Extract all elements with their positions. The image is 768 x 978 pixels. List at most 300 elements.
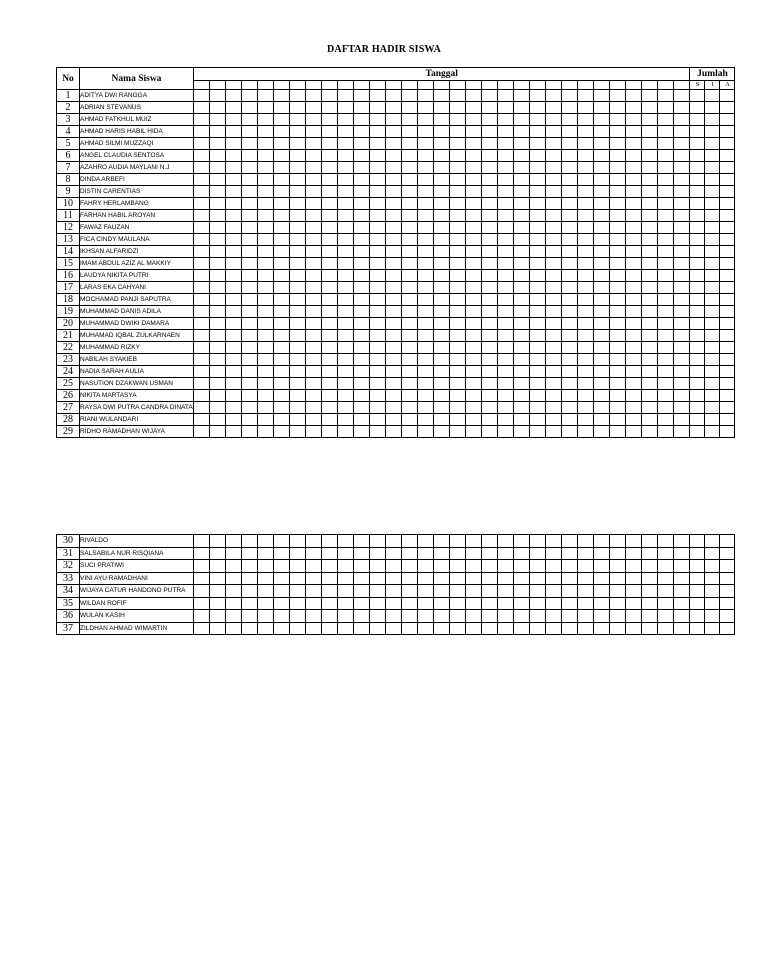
attendance-cell[interactable]: [482, 597, 498, 610]
attendance-cell[interactable]: [514, 258, 530, 270]
attendance-cell[interactable]: [242, 246, 258, 258]
attendance-cell[interactable]: [338, 150, 354, 162]
attendance-cell[interactable]: [546, 622, 562, 635]
attendance-cell[interactable]: [418, 366, 434, 378]
attendance-cell[interactable]: [322, 560, 338, 573]
attendance-cell[interactable]: [626, 560, 642, 573]
attendance-cell[interactable]: [578, 390, 594, 402]
attendance-cell[interactable]: [594, 585, 610, 598]
attendance-cell[interactable]: [226, 318, 242, 330]
attendance-cell[interactable]: [402, 162, 418, 174]
attendance-cell[interactable]: [546, 198, 562, 210]
attendance-cell[interactable]: [482, 282, 498, 294]
attendance-cell[interactable]: [194, 560, 210, 573]
attendance-cell[interactable]: [562, 114, 578, 126]
attendance-cell[interactable]: [386, 354, 402, 366]
attendance-cell[interactable]: [418, 597, 434, 610]
attendance-cell[interactable]: [322, 162, 338, 174]
attendance-cell[interactable]: [626, 414, 642, 426]
attendance-cell[interactable]: [642, 585, 658, 598]
attendance-cell[interactable]: [434, 294, 450, 306]
attendance-cell[interactable]: [434, 547, 450, 560]
attendance-cell[interactable]: [482, 210, 498, 222]
attendance-cell[interactable]: [466, 390, 482, 402]
total-cell[interactable]: [690, 90, 705, 102]
attendance-cell[interactable]: [434, 174, 450, 186]
attendance-cell[interactable]: [418, 547, 434, 560]
attendance-cell[interactable]: [562, 597, 578, 610]
attendance-cell[interactable]: [338, 342, 354, 354]
attendance-cell[interactable]: [258, 366, 274, 378]
attendance-cell[interactable]: [514, 610, 530, 623]
attendance-cell[interactable]: [674, 402, 690, 414]
attendance-cell[interactable]: [274, 174, 290, 186]
attendance-cell[interactable]: [370, 246, 386, 258]
attendance-cell[interactable]: [370, 535, 386, 548]
attendance-cell[interactable]: [658, 126, 674, 138]
attendance-cell[interactable]: [418, 186, 434, 198]
attendance-cell[interactable]: [498, 535, 514, 548]
attendance-cell[interactable]: [466, 282, 482, 294]
attendance-cell[interactable]: [386, 402, 402, 414]
attendance-cell[interactable]: [450, 126, 466, 138]
total-cell[interactable]: [720, 426, 735, 438]
attendance-cell[interactable]: [338, 390, 354, 402]
attendance-cell[interactable]: [418, 282, 434, 294]
attendance-cell[interactable]: [450, 258, 466, 270]
total-cell[interactable]: [720, 547, 735, 560]
attendance-cell[interactable]: [418, 390, 434, 402]
attendance-cell[interactable]: [434, 90, 450, 102]
attendance-cell[interactable]: [482, 342, 498, 354]
attendance-cell[interactable]: [354, 282, 370, 294]
attendance-cell[interactable]: [242, 402, 258, 414]
attendance-cell[interactable]: [546, 174, 562, 186]
attendance-cell[interactable]: [498, 150, 514, 162]
attendance-cell[interactable]: [530, 306, 546, 318]
attendance-cell[interactable]: [434, 535, 450, 548]
attendance-cell[interactable]: [498, 330, 514, 342]
total-cell[interactable]: [705, 246, 720, 258]
attendance-cell[interactable]: [514, 390, 530, 402]
attendance-cell[interactable]: [194, 246, 210, 258]
attendance-cell[interactable]: [194, 114, 210, 126]
attendance-cell[interactable]: [274, 246, 290, 258]
attendance-cell[interactable]: [658, 294, 674, 306]
attendance-cell[interactable]: [290, 585, 306, 598]
attendance-cell[interactable]: [658, 246, 674, 258]
attendance-cell[interactable]: [466, 572, 482, 585]
attendance-cell[interactable]: [194, 270, 210, 282]
attendance-cell[interactable]: [370, 402, 386, 414]
attendance-cell[interactable]: [530, 222, 546, 234]
attendance-cell[interactable]: [658, 318, 674, 330]
attendance-cell[interactable]: [514, 366, 530, 378]
attendance-cell[interactable]: [658, 210, 674, 222]
attendance-cell[interactable]: [514, 126, 530, 138]
attendance-cell[interactable]: [370, 102, 386, 114]
attendance-cell[interactable]: [674, 330, 690, 342]
attendance-cell[interactable]: [306, 547, 322, 560]
attendance-cell[interactable]: [674, 126, 690, 138]
attendance-cell[interactable]: [562, 426, 578, 438]
attendance-cell[interactable]: [338, 210, 354, 222]
attendance-cell[interactable]: [642, 354, 658, 366]
attendance-cell[interactable]: [354, 402, 370, 414]
attendance-cell[interactable]: [210, 114, 226, 126]
attendance-cell[interactable]: [338, 366, 354, 378]
attendance-cell[interactable]: [418, 535, 434, 548]
attendance-cell[interactable]: [498, 234, 514, 246]
attendance-cell[interactable]: [498, 378, 514, 390]
attendance-cell[interactable]: [562, 402, 578, 414]
attendance-cell[interactable]: [434, 126, 450, 138]
attendance-cell[interactable]: [386, 162, 402, 174]
total-cell[interactable]: [705, 622, 720, 635]
attendance-cell[interactable]: [594, 294, 610, 306]
attendance-cell[interactable]: [418, 246, 434, 258]
attendance-cell[interactable]: [562, 174, 578, 186]
attendance-cell[interactable]: [626, 102, 642, 114]
attendance-cell[interactable]: [610, 560, 626, 573]
attendance-cell[interactable]: [578, 330, 594, 342]
total-cell[interactable]: [705, 222, 720, 234]
attendance-cell[interactable]: [258, 258, 274, 270]
attendance-cell[interactable]: [306, 572, 322, 585]
attendance-cell[interactable]: [370, 186, 386, 198]
attendance-cell[interactable]: [610, 198, 626, 210]
attendance-cell[interactable]: [290, 114, 306, 126]
attendance-cell[interactable]: [210, 198, 226, 210]
attendance-cell[interactable]: [674, 174, 690, 186]
total-cell[interactable]: [720, 585, 735, 598]
attendance-cell[interactable]: [562, 294, 578, 306]
attendance-cell[interactable]: [578, 198, 594, 210]
attendance-cell[interactable]: [418, 622, 434, 635]
attendance-cell[interactable]: [354, 126, 370, 138]
attendance-cell[interactable]: [434, 270, 450, 282]
attendance-cell[interactable]: [226, 366, 242, 378]
attendance-cell[interactable]: [594, 572, 610, 585]
total-cell[interactable]: [705, 547, 720, 560]
attendance-cell[interactable]: [642, 246, 658, 258]
attendance-cell[interactable]: [546, 354, 562, 366]
attendance-cell[interactable]: [322, 610, 338, 623]
attendance-cell[interactable]: [530, 294, 546, 306]
attendance-cell[interactable]: [658, 390, 674, 402]
attendance-cell[interactable]: [194, 162, 210, 174]
attendance-cell[interactable]: [402, 414, 418, 426]
attendance-cell[interactable]: [210, 138, 226, 150]
attendance-cell[interactable]: [258, 547, 274, 560]
attendance-cell[interactable]: [402, 547, 418, 560]
attendance-cell[interactable]: [354, 547, 370, 560]
attendance-cell[interactable]: [450, 306, 466, 318]
attendance-cell[interactable]: [514, 294, 530, 306]
attendance-cell[interactable]: [642, 366, 658, 378]
attendance-cell[interactable]: [242, 547, 258, 560]
attendance-cell[interactable]: [274, 150, 290, 162]
attendance-cell[interactable]: [194, 354, 210, 366]
attendance-cell[interactable]: [338, 234, 354, 246]
attendance-cell[interactable]: [450, 390, 466, 402]
attendance-cell[interactable]: [562, 547, 578, 560]
total-cell[interactable]: [690, 318, 705, 330]
attendance-cell[interactable]: [450, 270, 466, 282]
attendance-cell[interactable]: [210, 426, 226, 438]
attendance-cell[interactable]: [338, 585, 354, 598]
attendance-cell[interactable]: [674, 572, 690, 585]
attendance-cell[interactable]: [482, 610, 498, 623]
attendance-cell[interactable]: [338, 378, 354, 390]
attendance-cell[interactable]: [306, 342, 322, 354]
attendance-cell[interactable]: [226, 282, 242, 294]
attendance-cell[interactable]: [322, 210, 338, 222]
total-cell[interactable]: [705, 560, 720, 573]
attendance-cell[interactable]: [498, 138, 514, 150]
attendance-cell[interactable]: [674, 150, 690, 162]
attendance-cell[interactable]: [498, 162, 514, 174]
total-cell[interactable]: [690, 402, 705, 414]
attendance-cell[interactable]: [370, 547, 386, 560]
attendance-cell[interactable]: [514, 306, 530, 318]
attendance-cell[interactable]: [546, 378, 562, 390]
total-cell[interactable]: [705, 610, 720, 623]
attendance-cell[interactable]: [434, 222, 450, 234]
attendance-cell[interactable]: [322, 622, 338, 635]
attendance-cell[interactable]: [466, 198, 482, 210]
attendance-cell[interactable]: [386, 294, 402, 306]
attendance-cell[interactable]: [402, 390, 418, 402]
total-cell[interactable]: [690, 547, 705, 560]
attendance-cell[interactable]: [226, 222, 242, 234]
total-cell[interactable]: [705, 306, 720, 318]
attendance-cell[interactable]: [546, 414, 562, 426]
attendance-cell[interactable]: [658, 234, 674, 246]
attendance-cell[interactable]: [498, 210, 514, 222]
attendance-cell[interactable]: [466, 354, 482, 366]
attendance-cell[interactable]: [354, 186, 370, 198]
attendance-cell[interactable]: [290, 294, 306, 306]
attendance-cell[interactable]: [626, 342, 642, 354]
attendance-cell[interactable]: [306, 414, 322, 426]
attendance-cell[interactable]: [242, 560, 258, 573]
attendance-cell[interactable]: [482, 585, 498, 598]
attendance-cell[interactable]: [482, 330, 498, 342]
attendance-cell[interactable]: [562, 162, 578, 174]
attendance-cell[interactable]: [626, 258, 642, 270]
attendance-cell[interactable]: [626, 222, 642, 234]
attendance-cell[interactable]: [242, 270, 258, 282]
attendance-cell[interactable]: [530, 198, 546, 210]
attendance-cell[interactable]: [258, 114, 274, 126]
attendance-cell[interactable]: [306, 282, 322, 294]
attendance-cell[interactable]: [402, 342, 418, 354]
attendance-cell[interactable]: [386, 572, 402, 585]
attendance-cell[interactable]: [306, 150, 322, 162]
attendance-cell[interactable]: [674, 162, 690, 174]
attendance-cell[interactable]: [274, 318, 290, 330]
attendance-cell[interactable]: [274, 186, 290, 198]
attendance-cell[interactable]: [370, 366, 386, 378]
attendance-cell[interactable]: [546, 610, 562, 623]
attendance-cell[interactable]: [322, 222, 338, 234]
attendance-cell[interactable]: [530, 318, 546, 330]
attendance-cell[interactable]: [338, 597, 354, 610]
attendance-cell[interactable]: [418, 354, 434, 366]
attendance-cell[interactable]: [450, 150, 466, 162]
attendance-cell[interactable]: [322, 354, 338, 366]
attendance-cell[interactable]: [562, 282, 578, 294]
attendance-cell[interactable]: [306, 294, 322, 306]
attendance-cell[interactable]: [370, 234, 386, 246]
attendance-cell[interactable]: [562, 126, 578, 138]
attendance-cell[interactable]: [370, 90, 386, 102]
total-cell[interactable]: [690, 572, 705, 585]
attendance-cell[interactable]: [338, 306, 354, 318]
attendance-cell[interactable]: [658, 366, 674, 378]
attendance-cell[interactable]: [338, 330, 354, 342]
attendance-cell[interactable]: [210, 222, 226, 234]
attendance-cell[interactable]: [466, 150, 482, 162]
attendance-cell[interactable]: [322, 186, 338, 198]
attendance-cell[interactable]: [514, 560, 530, 573]
attendance-cell[interactable]: [658, 378, 674, 390]
attendance-cell[interactable]: [290, 572, 306, 585]
attendance-cell[interactable]: [306, 330, 322, 342]
attendance-cell[interactable]: [450, 174, 466, 186]
attendance-cell[interactable]: [658, 330, 674, 342]
attendance-cell[interactable]: [658, 174, 674, 186]
attendance-cell[interactable]: [610, 535, 626, 548]
attendance-cell[interactable]: [402, 572, 418, 585]
attendance-cell[interactable]: [642, 114, 658, 126]
attendance-cell[interactable]: [194, 150, 210, 162]
attendance-cell[interactable]: [274, 102, 290, 114]
attendance-cell[interactable]: [338, 414, 354, 426]
attendance-cell[interactable]: [290, 535, 306, 548]
total-cell[interactable]: [705, 414, 720, 426]
attendance-cell[interactable]: [418, 210, 434, 222]
attendance-cell[interactable]: [626, 622, 642, 635]
attendance-cell[interactable]: [370, 597, 386, 610]
attendance-cell[interactable]: [514, 90, 530, 102]
attendance-cell[interactable]: [530, 114, 546, 126]
attendance-cell[interactable]: [210, 294, 226, 306]
attendance-cell[interactable]: [370, 318, 386, 330]
attendance-cell[interactable]: [514, 186, 530, 198]
attendance-cell[interactable]: [402, 318, 418, 330]
attendance-cell[interactable]: [306, 560, 322, 573]
attendance-cell[interactable]: [450, 342, 466, 354]
total-cell[interactable]: [690, 390, 705, 402]
attendance-cell[interactable]: [242, 426, 258, 438]
attendance-cell[interactable]: [274, 342, 290, 354]
attendance-cell[interactable]: [546, 572, 562, 585]
attendance-cell[interactable]: [610, 547, 626, 560]
attendance-cell[interactable]: [258, 378, 274, 390]
attendance-cell[interactable]: [370, 622, 386, 635]
attendance-cell[interactable]: [194, 222, 210, 234]
total-cell[interactable]: [690, 282, 705, 294]
attendance-cell[interactable]: [578, 622, 594, 635]
attendance-cell[interactable]: [338, 138, 354, 150]
attendance-cell[interactable]: [290, 222, 306, 234]
attendance-cell[interactable]: [658, 282, 674, 294]
attendance-cell[interactable]: [594, 354, 610, 366]
attendance-cell[interactable]: [562, 222, 578, 234]
attendance-cell[interactable]: [578, 234, 594, 246]
attendance-cell[interactable]: [626, 234, 642, 246]
attendance-cell[interactable]: [418, 174, 434, 186]
attendance-cell[interactable]: [290, 186, 306, 198]
total-cell[interactable]: [720, 126, 735, 138]
attendance-cell[interactable]: [626, 390, 642, 402]
attendance-cell[interactable]: [514, 318, 530, 330]
attendance-cell[interactable]: [338, 222, 354, 234]
total-cell[interactable]: [720, 342, 735, 354]
attendance-cell[interactable]: [322, 597, 338, 610]
attendance-cell[interactable]: [546, 318, 562, 330]
attendance-cell[interactable]: [658, 222, 674, 234]
total-cell[interactable]: [690, 198, 705, 210]
attendance-cell[interactable]: [466, 138, 482, 150]
attendance-cell[interactable]: [210, 366, 226, 378]
attendance-cell[interactable]: [578, 210, 594, 222]
attendance-cell[interactable]: [546, 282, 562, 294]
attendance-cell[interactable]: [578, 426, 594, 438]
attendance-cell[interactable]: [274, 162, 290, 174]
attendance-cell[interactable]: [674, 210, 690, 222]
attendance-cell[interactable]: [562, 572, 578, 585]
attendance-cell[interactable]: [210, 414, 226, 426]
attendance-cell[interactable]: [450, 547, 466, 560]
attendance-cell[interactable]: [514, 138, 530, 150]
attendance-cell[interactable]: [338, 282, 354, 294]
attendance-cell[interactable]: [354, 426, 370, 438]
attendance-cell[interactable]: [466, 102, 482, 114]
attendance-cell[interactable]: [642, 90, 658, 102]
attendance-cell[interactable]: [610, 318, 626, 330]
attendance-cell[interactable]: [242, 535, 258, 548]
attendance-cell[interactable]: [658, 90, 674, 102]
attendance-cell[interactable]: [498, 426, 514, 438]
total-cell[interactable]: [705, 342, 720, 354]
attendance-cell[interactable]: [226, 258, 242, 270]
attendance-cell[interactable]: [258, 198, 274, 210]
attendance-cell[interactable]: [610, 174, 626, 186]
attendance-cell[interactable]: [290, 270, 306, 282]
attendance-cell[interactable]: [274, 560, 290, 573]
attendance-cell[interactable]: [290, 174, 306, 186]
attendance-cell[interactable]: [338, 318, 354, 330]
attendance-cell[interactable]: [210, 210, 226, 222]
attendance-cell[interactable]: [434, 622, 450, 635]
attendance-cell[interactable]: [642, 258, 658, 270]
attendance-cell[interactable]: [578, 270, 594, 282]
attendance-cell[interactable]: [386, 270, 402, 282]
attendance-cell[interactable]: [402, 234, 418, 246]
attendance-cell[interactable]: [386, 114, 402, 126]
attendance-cell[interactable]: [578, 162, 594, 174]
attendance-cell[interactable]: [466, 622, 482, 635]
attendance-cell[interactable]: [386, 258, 402, 270]
attendance-cell[interactable]: [546, 535, 562, 548]
attendance-cell[interactable]: [226, 186, 242, 198]
attendance-cell[interactable]: [450, 282, 466, 294]
attendance-cell[interactable]: [546, 222, 562, 234]
attendance-cell[interactable]: [498, 174, 514, 186]
